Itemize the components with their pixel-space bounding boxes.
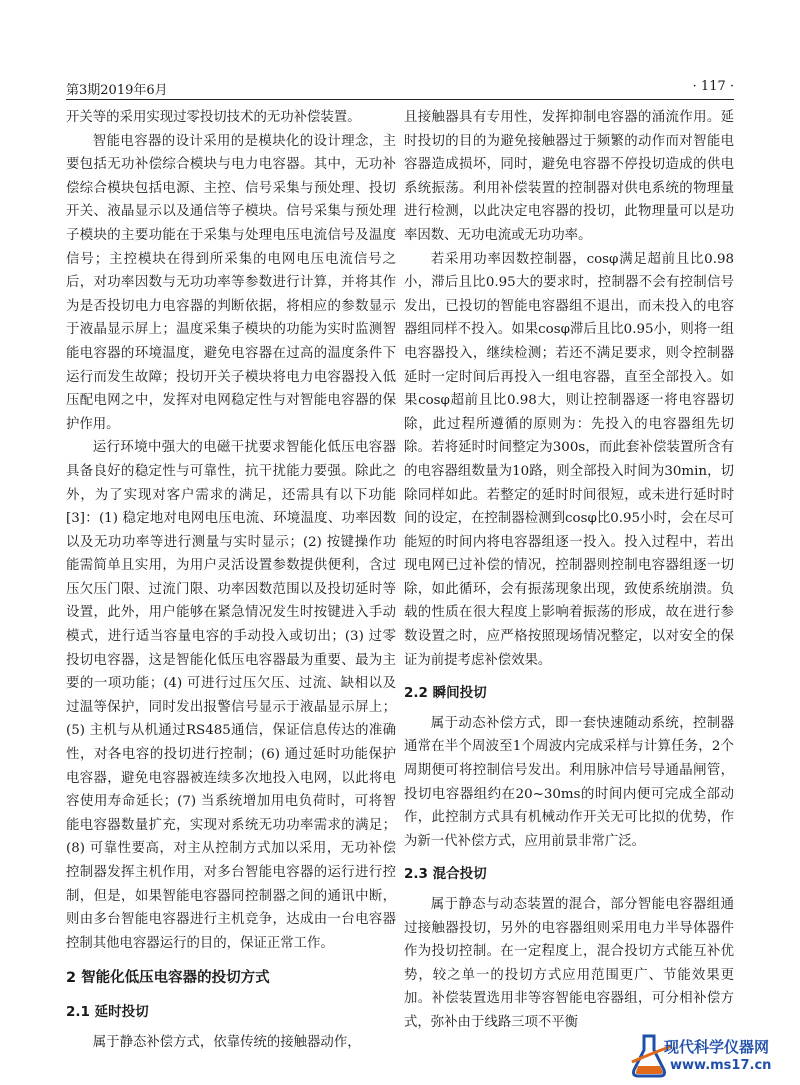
paragraph: 属于静态与动态装置的混合，部分智能电容器组通过接触器投切，另外的电容器组则采用电力半导体器件作为投切控制。在一定程度上，混合投切方式能互补优势，较之单一的投切方式应用范围更广、节能效果更加。补偿装置选用非等容智能电容器组，可分相补偿方式，弥补由于线路三项不平衡 <box>404 897 734 1030</box>
paragraph: 智能电容器的设计采用的是模块化的设计理念，主要包括无功补偿综合模块与电力电容器。其中，无功补偿综合模块包括电源、主控、信号采集与预处理、投切开关、液晶显示以及通信等子模块。信号采集与预处理子模块的主要功能在于采集与处理电压电流信号及温度信号；主控模块在得到所采集的电网电压电流信号之后，对功率因数与无功功率等参数进行计算，并将其作为是否投切电力电容器的判断依据，将相应的参数显示于液晶显示屏上；温度采集子模块的功能为实时监测智能电容器的环境温度，避免电容器在过高的温度条件下运行而发生故障；投切开关子模块将电力电容器投入低压配电网之中，发挥对电网稳定性与对智能电容器的保护作用。 <box>66 133 396 432</box>
section-heading: 2 智能化低压电容器的投切方式 <box>66 970 270 987</box>
paragraph: 且接触器具有专用性，发挥抑制电容器的涌流作用。延时投切的目的为避免接触器过于频繁的动作而对智能电容器造成损坏，同时，避免电容器不停投切造成的供电系统振荡。利用补偿装置的控制器对供电系统的物理量进行检测，以此决定电容器的投切，此物理量可以是功率因数、无功电流或无功功率。 <box>404 110 734 243</box>
page-number: · 117 · <box>692 79 734 94</box>
right-column <box>404 106 734 1035</box>
paragraph: 开关等的采用实现过零投切技术的无功补偿装置。 <box>66 110 361 125</box>
left-column <box>66 106 396 1054</box>
paragraph: 属于静态补偿方式，依靠传统的接触器动作， <box>92 1034 361 1050</box>
watermark-url: www.ms17.cn <box>670 1058 772 1073</box>
paragraph: 运行环境中强大的电磁干扰要求智能化低压电容器具备良好的稳定性与可靠性，抗干扰能力要强。除此之外，为了实现对客户需求的满足，还需具有以下功能[3]：(1) 稳定地对电网电压电流、环境温度、功率因数以及无功功率等进行测量与实时显示；(2) 按键操作功能需简单且实用，为用户灵活设置参数提供便利，含过压欠压门限、过流门限、功率因数范围以及投切延时等设置，此外，用户能够在紧急情况发生时按键进入手动模式，进行适当容量电容的手动投入或切出；(3) 过零投切电容器，这是智能化低压电容器最为重要、最为主要的一项功能；(4) 可进行过压欠压、过流、缺相以及过温等保护，同时发出报警信号显示于液晶显示屏上；(5) 主机与从机通过RS485通信，保证信息传达的准确性，对各电容的投切进行控制；(6) 通过延时功能保护电容器，避免电容器被连续多次地投入电网，以此将电容使用寿命延长；(7) 当系统增加用电负荷时，可将智能电容器数量扩充，实现对系统无功功率需求的满足；(8) 可靠性要高，对主从控制方式加以采用，无功补偿控制器发挥主机作用，对多台智能电容器的运行进行控制，但是，如果智能电容器同控制器之间的通讯中断，则由多台智能电容器进行主机竞争，达成由一台电容器控制其他电容器运行的目的，保证正常工作。 <box>66 440 396 951</box>
journal-issue: 第3期2019年6月 <box>66 83 168 98</box>
subsection-heading: 2.1 延时投切 <box>66 1003 149 1020</box>
subsection-heading: 2.3 混合投切 <box>404 866 487 883</box>
subsection-heading: 2.2 瞬间投切 <box>404 685 487 702</box>
page-header <box>66 77 734 100</box>
site-watermark <box>630 1032 796 1082</box>
paragraph: 若采用功率因数控制器，cosφ满足超前且比0.98小，滞后且比0.95大的要求时，控制器不会有控制信号发出，已投切的智能电容器组不退出，而未投入的电容器组同样不投入。如果cosφ滞后且比0.95小，则将一组电容器投入，继续检测；若还不满足要求，则令控制器延时一定时间后再投入一组电容器，直至全部投入。如果cosφ超前且比0.98大，则让控制器逐一将电容器切除，此过程所遵循的原则为：先投入的电容器组先切除。若将延时时间整定为300s，而此套补偿装置所含有的电容器组数量为10路，则全部投入时间为30min，切除同样如此。若整定的延时时间很短，或未进行延时时间的设定，在控制器检测到cosφ比0.95小时，会在尽可能短的时间内将电容器组逐一投入。投入过程中，若出现电网已过补偿的情况，控制器则控制电容器组逐一切除，如此循环，会有振荡现象出现，致使系统崩溃。负载的性质在很大程度上影响着振荡的形成，故在进行参数设置之时，应严格按照现场情况整定，以对安全的保证为前提考虑补偿效果。 <box>404 251 734 668</box>
paragraph: 属于动态补偿方式，即一套快速随动系统，控制器通常在半个周波至1个周波内完成采样与计算任务，2个周期便可将控制信号发出。利用脉冲信号导通晶闸管，投切电容器组约在20~30ms的时间内便可完成全部动作，此控制方式具有机械动作开关无可比拟的优势，作为新一代补偿方式，应用前景非常广泛。 <box>404 715 734 849</box>
watermark-site-name: 现代科学仪器网 <box>664 1038 770 1056</box>
